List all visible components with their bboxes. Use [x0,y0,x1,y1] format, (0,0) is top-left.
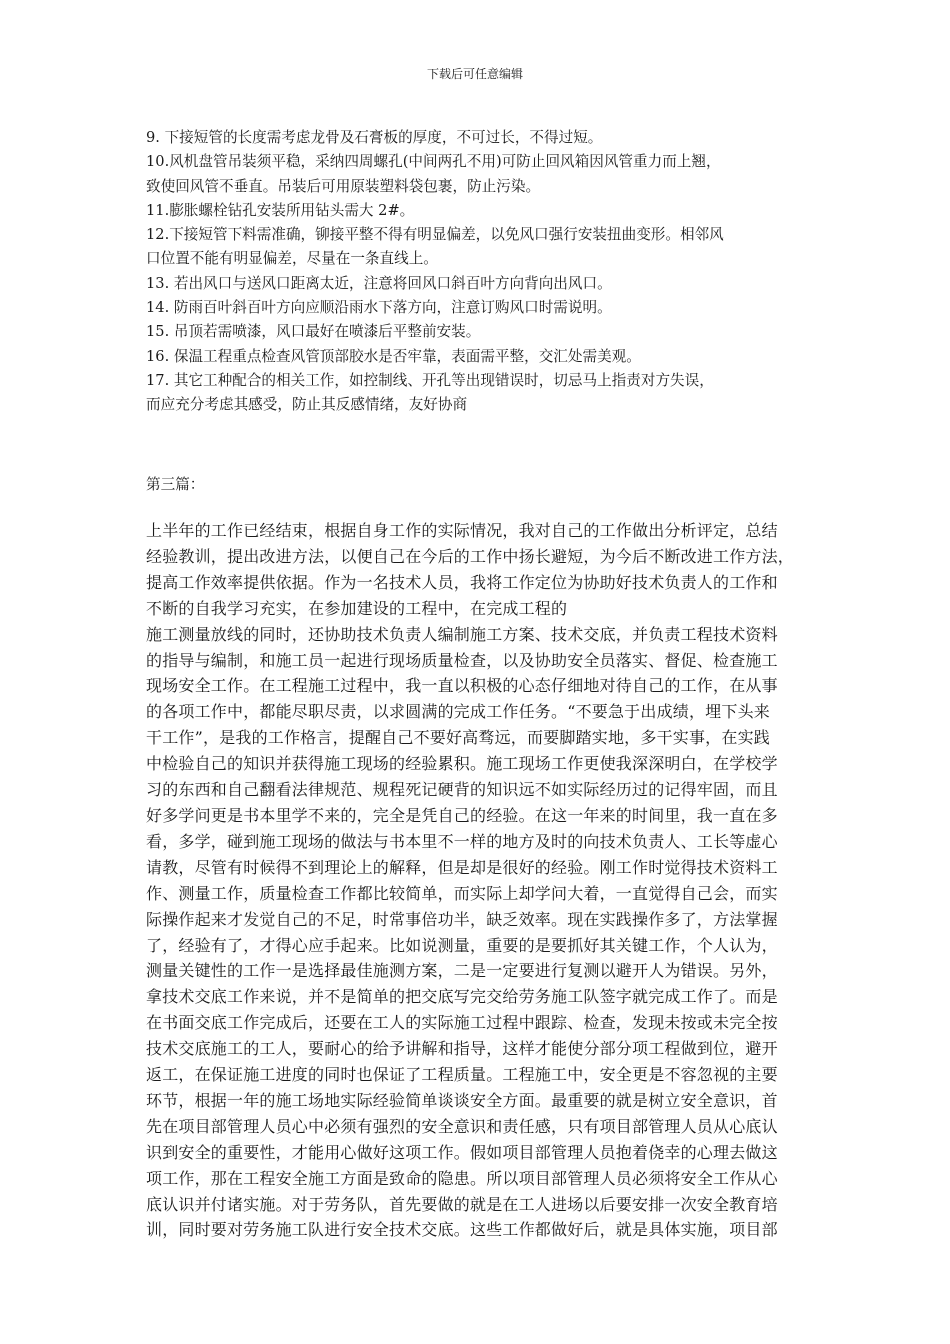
paragraph-line: 上半年的工作已经结束，根据自身工作的实际情况，我对自己的工作做出分析评定，总结 [146,521,778,540]
paragraph-line: 了，经验有了，才得心应手起来。比如说测量，重要的是要抓好其关键工作，个人认为， [146,935,778,955]
paragraph-line: 返工，在保证施工进度的同时也保证了工程质量。工程施工中，安全更是不容忽视的主要 [146,1065,778,1085]
paragraph-line: 项工作，那在工程安全施工方面是致命的隐患。所以项目部管理人员必须将安全工作从心 [146,1168,778,1188]
list-line: 16. 保温工程重点检查风管顶部胶水是否牢靠，表面需平整，交汇处需美观。 [146,347,641,365]
list-line: 而应充分考虑其感受，防止其反感情绪，友好协商 [146,396,468,414]
paragraph-line: 技术交底施工的工人，要耐心的给予讲解和指导，这样才能使分部分项工程做到位，避开 [146,1039,778,1059]
paragraph-line: 际操作起来才发觉自己的不足，时常事倍功半，缺乏效率。现在实践操作多了，方法掌握 [146,909,778,929]
paragraph-line: 好多学问更是书本里学不来的，完全是凭自己的经验。在这一年来的时间里，我一直在多 [146,805,778,825]
list-line: 致使回风管不垂直。吊装后可用原装塑料袋包裹，防止污染。 [146,177,541,195]
paragraph-line: 看，多学，碰到施工现场的做法与书本里不一样的地方及时的向技术负责人、工长等虚心 [146,831,778,851]
list-line: 9. 下接短管的长度需考虑龙骨及石膏板的厚度，不可过长，不得过短。 [146,129,603,146]
paragraph-line: 提高工作效率提供依据。作为一名技术人员，我将工作定位为协助好技术负责人的工作和 [146,572,778,592]
list-line: 13. 若出风口与送风口距离太近，注意将回风口斜百叶方向背向出风口。 [146,274,612,292]
paragraph-line: 请教，尽管有时候得不到理论上的解释，但是却是很好的经验。刚工作时觉得技术资料工 [146,857,778,877]
paragraph-line: 习的东西和自己翻看法律规范、规程死记硬背的知识远不如实际经历过的记得牢固，而且 [146,780,778,800]
paragraph-line: 底认识并付诸实施。对于劳务队，首先要做的就是在工人进场以后要安排一次安全教育培 [146,1194,778,1214]
paragraph-line: 先在项目部管理人员心中必须有强烈的安全意识和责任感，只有项目部管理人员从心底认 [146,1116,778,1136]
numbered-list [146,126,816,418]
list-line: 12.下接短管下料需准确，铆接平整不得有明显偏差，以免风口强行安装扭曲变形。相邻风 [146,226,724,244]
paragraph-line: 训，同时要对劳务施工队进行安全技术交底。这些工作都做好后，就是具体实施，项目部 [146,1220,778,1240]
list-line: 口位置不能有明显偏差，尽量在一条直线上。 [146,250,438,268]
paragraph-line: 在书面交底工作完成后，还要在工人的实际施工过程中跟踪、检查，发现未按或未完全按 [146,1013,778,1033]
list-line: 10.风机盘管吊装须平稳，采纳四周螺孔(中间两孔不用)可防止回风箱因风管重力而上翘， [146,153,721,171]
list-line: 17. 其它工种配合的相关工作，如控制线、开孔等出现错误时，切忌马上指责对方失误， [146,371,714,389]
paragraph-line: 识到安全的重要性，才能用心做好这项工作。假如项目部管理人员抱着侥幸的心理去做这 [146,1142,778,1162]
paragraph-line: 测量关键性的工作一是选择最佳施测方案，二是一定要进行复测以避开人为错误。另外， [146,961,778,981]
body-paragraph [146,518,816,1243]
paragraph-line: 的各项工作中，都能尽职尽责，以求圆满的完成工作任务。“不要急于出成绩，埋下头来 [146,702,770,722]
paragraph-line: 不断的自我学习充实，在参加建设的工程中，在完成工程的 [146,598,568,618]
list-line: 11.膨胀螺栓钻孔安装所用钻头需大 2#。 [146,201,415,219]
paragraph-line: 施工测量放线的同时，还协助技术负责人编制施工方案、技术交底，并负责工程技术资料 [146,624,778,644]
paragraph-line: 作、测量工作，质量检查工作都比较简单，而实际上却学问大着，一直觉得自己会，而实 [146,883,778,903]
paragraph-line: 的指导与编制，和施工员一起进行现场质量检查，以及协助安全员落实、督促、检查施工 [146,650,778,670]
paragraph-line: 干工作”，是我的工作格言，提醒自己不要好高骛远，而要脚踏实地，多干实事，在实践 [146,728,770,748]
list-line: 15. 吊顶若需喷漆，风口最好在喷漆后平整前安装。 [146,323,481,341]
section-title: 第三篇： [146,476,205,493]
page-header: 下载后可任意编辑 [426,67,523,81]
paragraph-line: 拿技术交底工作来说，并不是简单的把交底写完交给劳务施工队签字就完成工作了。而是 [146,987,778,1007]
paragraph-line: 经验教训，提出改进方法，以便自己在今后的工作中扬长避短，为今后不断改进工作方法， [146,546,795,566]
paragraph-line: 中检验自己的知识并获得施工现场的经验累积。施工现场工作更使我深深明白，在学校学 [146,754,778,774]
list-line: 14. 防雨百叶斜百叶方向应顺沿雨水下落方向，注意订购风口时需说明。 [146,299,612,317]
paragraph-line: 现场安全工作。在工程施工过程中，我一直以积极的心态仔细地对待自己的工作，在从事 [146,676,778,696]
paragraph-line: 环节，根据一年的施工场地实际经验简单谈谈安全方面。最重要的就是树立安全意识，首 [146,1090,778,1110]
